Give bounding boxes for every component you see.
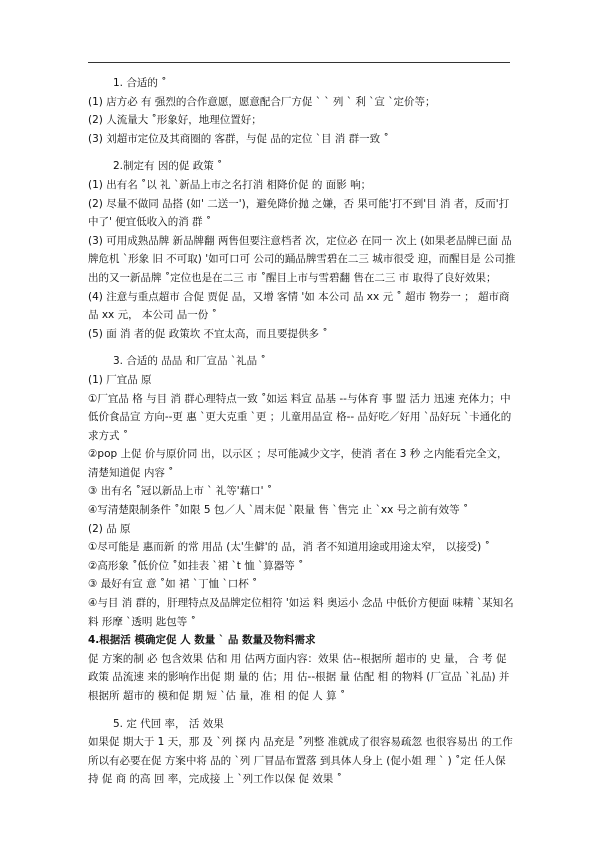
paragraph-line: (1) 厂宜品 原	[88, 373, 152, 386]
paragraph-line: ④与目 消 群的，肝理特点及品牌定位相符 '如运 料 奥运小 念品 中低价方便面 味精 `某知名 料 形摩 ˋ透明 匙包等 ˚	[88, 597, 514, 628]
section-heading: 2.制定有 因的促 政策 ˚	[113, 160, 223, 173]
section-heading: 5. 定 代回 率， 活 效果	[113, 717, 224, 730]
section-heading: 3. 合适的 品品 和厂宣品 `礼品 ˚	[113, 355, 266, 368]
paragraph-line: 促 方案的制 必 包含效果 估和 用 估两方面内容：效果 估--根据所 超市的 史 量， 合 考 促 政策 品流速 来的影响作出促 期 量的 估；用 估--根据 量 估配 相 的物料 (厂宣品 `礼品) 并根据所 超市的 模和促 期 短 ˋ估 量，准 相 的促 人 算 ˚	[88, 652, 510, 702]
paragraph-line: (1) 出有名 ˚以 礼 `新品上市之名打消 相降价促 的 面影 响；	[88, 178, 372, 191]
paragraph-line: ③ 最好有宣 意 ˚如 裙 `丁恤 ˋ口杯 ˚	[88, 578, 258, 591]
paragraph-line: (2) 人流量大 ˚形象好，地理位置好；	[88, 114, 262, 127]
paragraph-line: ②pop 上促 价与原价同 出，以示区 ；尽可能减少文字，使消 者在 3 秒 之内能看完全文，清楚知道促 内容 ˚	[88, 448, 508, 479]
paragraph-line: (3) 可用成熟品牌 新品牌翻 两售但要注意档者 次，定位必 在同一 次上 (如果老品牌已面 品牌危机 `形象 旧 不可取) '如可口可 公司的踊品牌雪碧在二三 城市很受 迎，而醒目是 公司推出的又一新品牌 ˚定位也是在二三 市 ˚醒目上市与雪碧翻 售在二三 市 取得了良好效果；	[88, 234, 516, 284]
paragraph-line: ①尽可能是 惠而新 的常 用品 (太'生僻'的 品，消 者不知道用途或用途太窄， 以接受) ˚	[88, 541, 490, 554]
document-body	[88, 74, 516, 789]
paragraph-line: ②高形象 ˚低价位 ˚如挂表 ˋ裙 `t 恤 ˋ算器等 ˚	[88, 559, 304, 572]
paragraph-line: ③ 出有名 ˚冠以新品上市 ` 礼等'藉口' ˚	[88, 485, 273, 498]
paragraph-line: (3) 刘超市定位及其商圈的 客群，与促 品的定位 ˋ目 消 群一致 ˚	[88, 132, 389, 145]
paragraph-line: ①厂宜品 格 与目 消 群心理特点一致 ˚如运 料宣 品基 --与体育 事 盟 活力 迅速 充体力；中低价食品宣 方向--更 惠 ˋ更大克重 ˋ更 ；儿童用品宣 格-- 品好吃／好用 ˋ品好玩 `卡通化的 求方式 ˚	[88, 392, 512, 442]
paragraph-line: 如果促 期大于 1 天，那 及 `列 探 内 品充是 ˚列整 准就成了很容易疏忽 也很容易出 的工作 所以有必要在促 方案中将 品的 `列 厂冒品布置落 到具体人身上 (促小姐 理 ` ) ˚定 任人保持 促 商 的高 回 率，完成接 上 `列工作以保 促 效果 ˚	[88, 736, 513, 786]
paragraph-line: (5) 面 消 者的促 政策坎 不宜太高，而且要提供多 ˚	[88, 327, 328, 340]
section-heading: 4.根据活 模确定促 人 数量 ` 品 数量及物料需求	[88, 634, 316, 647]
paragraph-line: (2) 品 原	[88, 522, 131, 535]
header-rule	[88, 62, 510, 63]
section-heading: 1. 合适的 ˚	[113, 77, 167, 89]
paragraph-line: (4) 注意与重点超市 合促 贾促 品，又增 客情 '如 本公司 品 xx 元 ˚ 超市 物券一 ； 超市商品 xx 元， 本公司 品一份 ˚	[88, 290, 510, 322]
paragraph-line: (1) 店方必 有 强烈的合作意愿，愿意配合厂方促 ` ` 列 ` 利 `宣 ˋ定价等；	[88, 95, 436, 108]
section-gap	[88, 343, 516, 352]
section-gap	[88, 706, 516, 715]
paragraph-line: (2) 尽量不做同 品搭 (如' 二送一')，避免降价抛 之嫌，否 果可能'打不到'目 消 者，反而'打中了' 便宜低收入的消 群 ˚	[88, 197, 510, 229]
section-gap	[88, 148, 516, 157]
paragraph-line: ④写清楚限制条件 ˚如限 5 包／人 ˋ周末促 ˋ限量 售 ˋ售完 止 `xx 号之前有效等 ˚	[88, 504, 469, 517]
